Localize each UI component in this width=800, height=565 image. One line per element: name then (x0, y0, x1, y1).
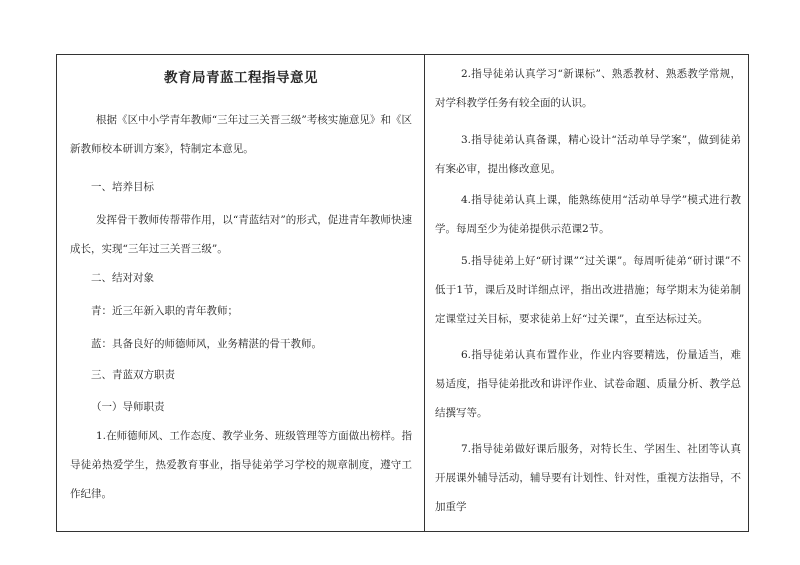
mentor-duty-6: 6.指导徒弟认真布置作业，作业内容要精选，份量适当，难易适度，指导徒弟批改和讲评作业、试卷命题、质量分析、教学总结撰写等。 (435, 349, 741, 419)
mentor-duty-4: 4.指导徒弟认真上课，能熟练使用“活动单导学”模式进行教学。每周至少为徒弟提供示范课2节。 (435, 194, 741, 235)
mentor-duty-3: 3.指导徒弟认真备课，精心设计“活动单导学案”，做到徒弟有案必审，提出修改意见。 (435, 134, 741, 175)
heading-responsibilities: 三、青蓝双方职责 (91, 369, 175, 381)
subheading-mentor-duties: （一）导师职责 (91, 401, 165, 413)
mentor-duty-2: 2.指导徒弟认真学习“新课标”、熟悉教材、熟悉教学常规，对学科教学任务有较全面的认识。 (435, 68, 741, 109)
mentor-duty-5: 5.指导徒弟上好“研讨课”“过关课”。每周听徒弟“研讨课”不低于1节，课后及时详细点评，指出改进措施；每学期末为徒弟制定课堂过关目标，要求徒弟上好“过关课”，直至达标过关。 (435, 255, 741, 325)
goal-paragraph: 发挥骨干教师传帮带作用，以“青蓝结对”的形式，促进青年教师快速成长，实现“三年过三关晋三级”。 (70, 214, 412, 255)
column-divider (424, 54, 425, 532)
lan-definition: 蓝：具备良好的师德师风，业务精湛的骨干教师。 (91, 338, 322, 350)
intro-paragraph: 根据《区中小学青年教师“三年过三关晋三级”考核实施意见》和《区新教师校本研训方案》，特制定本意见。 (70, 114, 412, 155)
document-title: 教育局青蓝工程指导意见 (164, 70, 318, 86)
mentor-duty-1: 1.在师德师风、工作态度、教学业务、班级管理等方面做出榜样。指导徒弟热爱学生，热爱教育事业，指导徒弟学习学校的规章制度，遵守工作纪律。 (70, 430, 412, 500)
heading-training-goal: 一、培养目标 (91, 181, 154, 193)
heading-pairing-targets: 二、结对对象 (91, 272, 154, 284)
qing-definition: 青：近三年新入职的青年教师； (91, 305, 238, 317)
mentor-duty-7: 7.指导徒弟做好课后服务，对特长生、学困生、社团等认真开展课外辅导活动，辅导要有计划性、针对性，重视方法指导，不加重学 (435, 443, 741, 513)
